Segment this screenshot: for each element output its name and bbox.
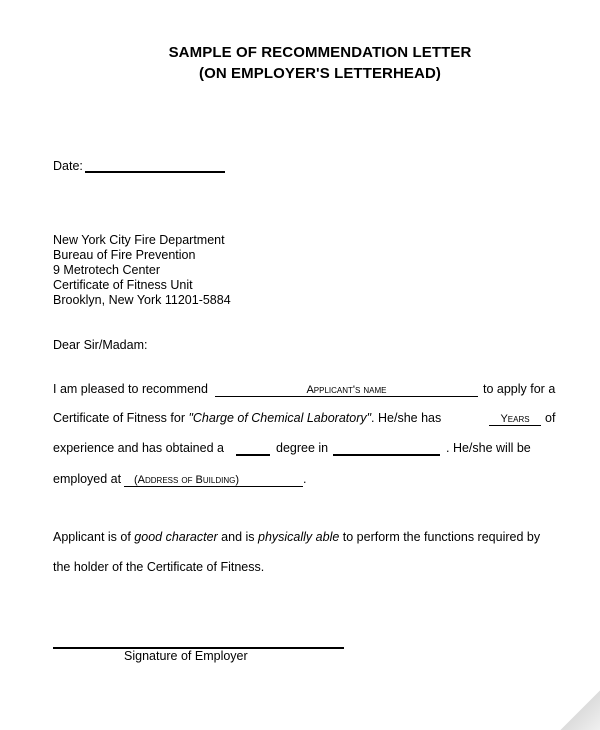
good-character-text: good character — [134, 530, 218, 544]
certificate-type: "Charge of Chemical Laboratory" — [188, 411, 372, 425]
para2-line1 — [53, 530, 540, 544]
title-line-2: (ON EMPLOYER'S LETTERHEAD) — [198, 65, 441, 82]
certificate-for-text: Certificate of Fitness for — [53, 411, 189, 425]
address-line: New York City Fire Department — [53, 233, 225, 247]
para1-line1-text: I am pleased to recommend — [53, 382, 208, 396]
para2-text: Applicant is of — [53, 530, 135, 544]
address-of-building-field — [124, 472, 303, 487]
address-line: Certificate of Fitness Unit — [53, 278, 193, 292]
address-of-building-placeholder: (Address of Building) — [134, 474, 240, 486]
applicant-name-field — [215, 382, 478, 397]
para2-text: and is — [217, 530, 258, 544]
para1-line4-end: . — [303, 472, 307, 486]
years-placeholder: Years — [500, 413, 530, 425]
page-fold-corner — [560, 690, 600, 730]
years-field — [489, 411, 541, 426]
degree-in-text: degree in — [276, 441, 329, 455]
signature-label: Signature of Employer — [124, 649, 248, 663]
date-label: Date: — [53, 159, 83, 173]
address-line: 9 Metrotech Center — [53, 263, 160, 277]
physically-able-text: physically able — [258, 530, 340, 544]
title-line-1: SAMPLE OF RECOMMENDATION LETTER — [168, 44, 472, 61]
degree-field-blank — [333, 441, 440, 459]
degree-blank — [236, 441, 270, 459]
para2-line2: the holder of the Certificate of Fitness. — [53, 560, 265, 574]
para1-line2-end: of — [545, 411, 556, 425]
para1-line1-end: to apply for a — [483, 382, 556, 396]
applicant-name-placeholder: Applicant's name — [306, 384, 387, 396]
para1-line2-text — [53, 411, 441, 425]
para1-line3-text: experience and has obtained a — [53, 441, 224, 455]
para1-line4-text: employed at — [53, 472, 122, 486]
date-blank-line — [85, 171, 225, 173]
he-she-has-text: . He/she has — [371, 411, 442, 425]
salutation: Dear Sir/Madam: — [53, 338, 148, 352]
para2-text: to perform the functions required by — [339, 530, 541, 544]
address-line: Brooklyn, New York 11201-5884 — [53, 293, 231, 307]
para1-line3-end: . He/she will be — [446, 441, 531, 455]
address-line: Bureau of Fire Prevention — [53, 248, 196, 262]
